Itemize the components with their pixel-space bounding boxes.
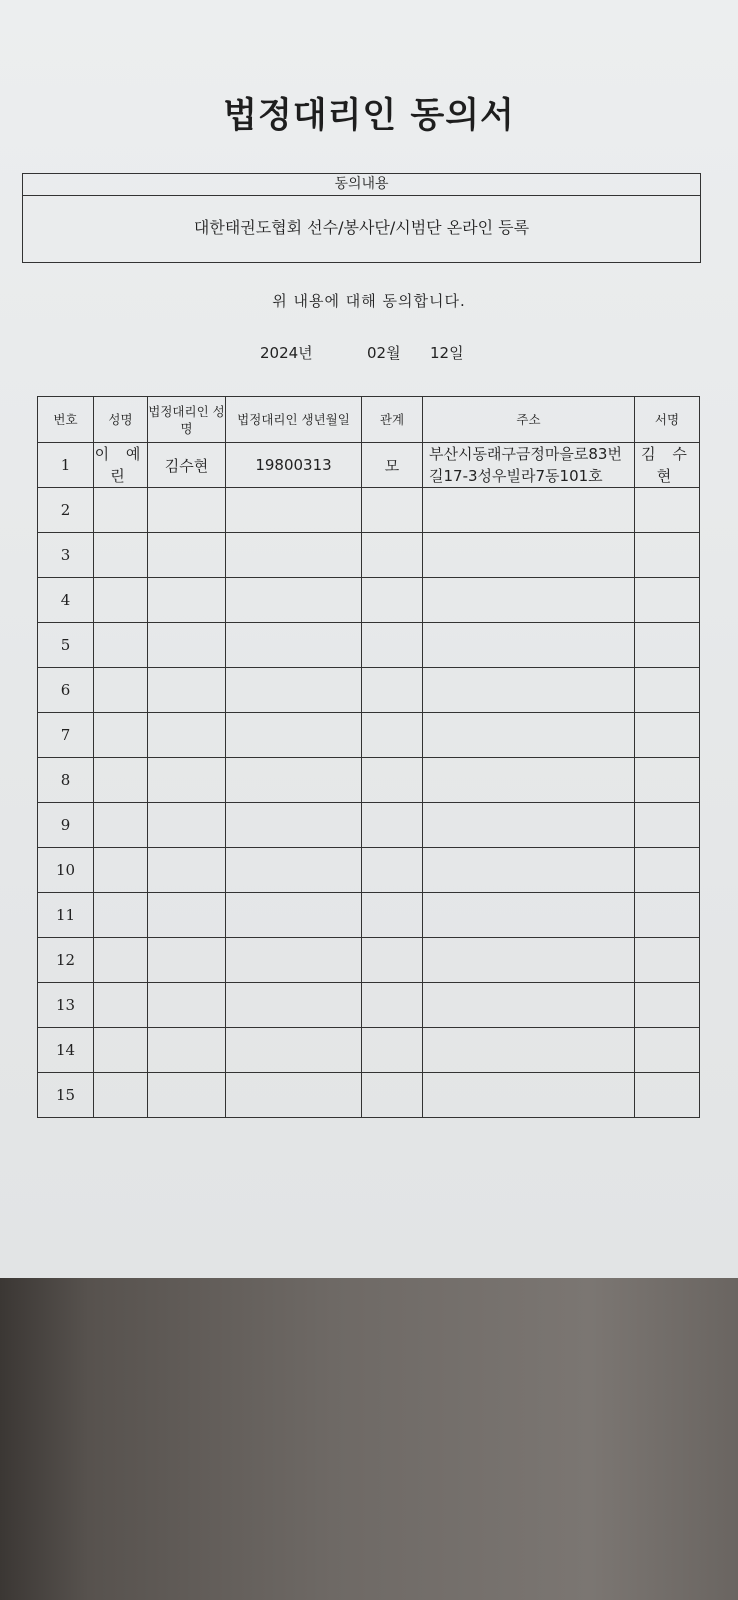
cell-no: 7 [38,713,94,758]
cell-signature [635,1028,700,1073]
cell-guardian-birth [226,1028,362,1073]
cell-address [423,1028,635,1073]
table-row [38,1028,700,1073]
cell-relation [362,488,423,533]
cell-no: 11 [38,893,94,938]
header-no: 번호 [38,397,94,443]
cell-name [94,893,148,938]
cell-guardian-name [148,848,226,893]
cell-guardian-name [148,1073,226,1118]
cell-signature [635,893,700,938]
cell-guardian-name [148,533,226,578]
cell-address [423,533,635,578]
cell-relation [362,1073,423,1118]
cell-guardian-birth [226,578,362,623]
cell-name [94,488,148,533]
table-row [38,758,700,803]
cell-guardian-name [148,623,226,668]
cell-guardian-birth [226,848,362,893]
header-signature: 서명 [635,397,700,443]
cell-name [94,578,148,623]
cell-relation [362,803,423,848]
cell-no: 9 [38,803,94,848]
cell-signature [635,758,700,803]
cell-name [94,668,148,713]
cell-name [94,1028,148,1073]
cell-no: 8 [38,758,94,803]
cell-guardian-birth: 19800313 [226,443,362,488]
cell-signature [635,1073,700,1118]
floor-background [0,1278,738,1600]
cell-guardian-name [148,488,226,533]
cell-address [423,1073,635,1118]
cell-name [94,848,148,893]
cell-name [94,983,148,1028]
cell-relation [362,533,423,578]
cell-guardian-birth [226,1073,362,1118]
cell-guardian-name [148,713,226,758]
header-name: 성명 [94,397,148,443]
table-row [38,488,700,533]
date-day: 12일 [430,344,464,362]
cell-no: 1 [38,443,94,488]
cell-address [423,803,635,848]
cell-no: 4 [38,578,94,623]
cell-signature [635,623,700,668]
table-row [38,578,700,623]
cell-address [423,983,635,1028]
cell-name [94,1073,148,1118]
cell-relation [362,848,423,893]
cell-guardian-birth [226,758,362,803]
cell-guardian-name [148,1028,226,1073]
table-row [38,983,700,1028]
header-guardian-name: 법정대리인 성명 [148,397,226,443]
date-year: 2024년 [260,344,313,362]
table-row [38,713,700,758]
cell-guardian-birth [226,668,362,713]
cell-relation [362,758,423,803]
cell-relation [362,938,423,983]
cell-address [423,938,635,983]
table-row [38,668,700,713]
cell-address: 부산시동래구금정마을로83번길17-3성우빌라7동101호 [423,443,635,488]
cell-address [423,623,635,668]
cell-guardian-name: 김수현 [148,443,226,488]
cell-name [94,758,148,803]
cell-address [423,893,635,938]
header-relation: 관계 [362,397,423,443]
consent-body: 대한태권도협회 선수/봉사단/시범단 온라인 등록 [193,218,530,237]
table-row [38,533,700,578]
cell-relation [362,578,423,623]
table-header-row [38,397,700,443]
cell-name [94,623,148,668]
cell-signature [635,668,700,713]
date-month: 02월 [367,344,401,362]
cell-guardian-birth [226,488,362,533]
consent-header: 동의내용 [23,174,700,196]
document-title: 법정대리인 동의서 [223,96,515,136]
cell-guardian-name [148,668,226,713]
cell-relation [362,623,423,668]
cell-relation: 모 [362,443,423,488]
cell-no: 6 [38,668,94,713]
table-row [38,623,700,668]
table-row [38,848,700,893]
cell-address [423,713,635,758]
cell-signature [635,983,700,1028]
cell-no: 3 [38,533,94,578]
cell-no: 12 [38,938,94,983]
cell-signature [635,938,700,983]
cell-signature [635,533,700,578]
cell-no: 14 [38,1028,94,1073]
cell-address [423,488,635,533]
cell-signature [635,803,700,848]
cell-name [94,533,148,578]
header-address: 주소 [423,397,635,443]
table-row [38,1073,700,1118]
cell-guardian-name [148,758,226,803]
table-row [38,938,700,983]
cell-relation [362,983,423,1028]
cell-no: 2 [38,488,94,533]
cell-no: 15 [38,1073,94,1118]
cell-signature [635,578,700,623]
cell-address [423,848,635,893]
cell-signature [635,488,700,533]
cell-relation [362,668,423,713]
cell-guardian-birth [226,713,362,758]
cell-relation [362,713,423,758]
cell-signature [635,713,700,758]
guardian-table [37,396,700,1118]
cell-no: 10 [38,848,94,893]
cell-relation [362,1028,423,1073]
consent-box [22,173,701,263]
cell-no: 5 [38,623,94,668]
cell-guardian-name [148,938,226,983]
cell-address [423,758,635,803]
cell-guardian-birth [226,893,362,938]
cell-name [94,803,148,848]
cell-guardian-name [148,893,226,938]
cell-name [94,938,148,983]
cell-address [423,578,635,623]
cell-guardian-birth [226,623,362,668]
cell-guardian-birth [226,533,362,578]
cell-guardian-birth [226,983,362,1028]
header-guardian-birth: 법정대리인 생년월일 [226,397,362,443]
cell-address [423,668,635,713]
cell-name: 이 예 린 [94,443,148,488]
table-row [38,803,700,848]
cell-guardian-name [148,983,226,1028]
cell-signature [635,848,700,893]
cell-no: 13 [38,983,94,1028]
cell-guardian-name [148,578,226,623]
cell-relation [362,893,423,938]
cell-name [94,713,148,758]
cell-guardian-birth [226,938,362,983]
cell-guardian-birth [226,803,362,848]
agreement-statement: 위 내용에 대해 동의합니다. [272,292,466,310]
table-row [38,443,700,488]
cell-guardian-name [148,803,226,848]
cell-signature: 김 수 현 [635,443,700,488]
table-row [38,893,700,938]
